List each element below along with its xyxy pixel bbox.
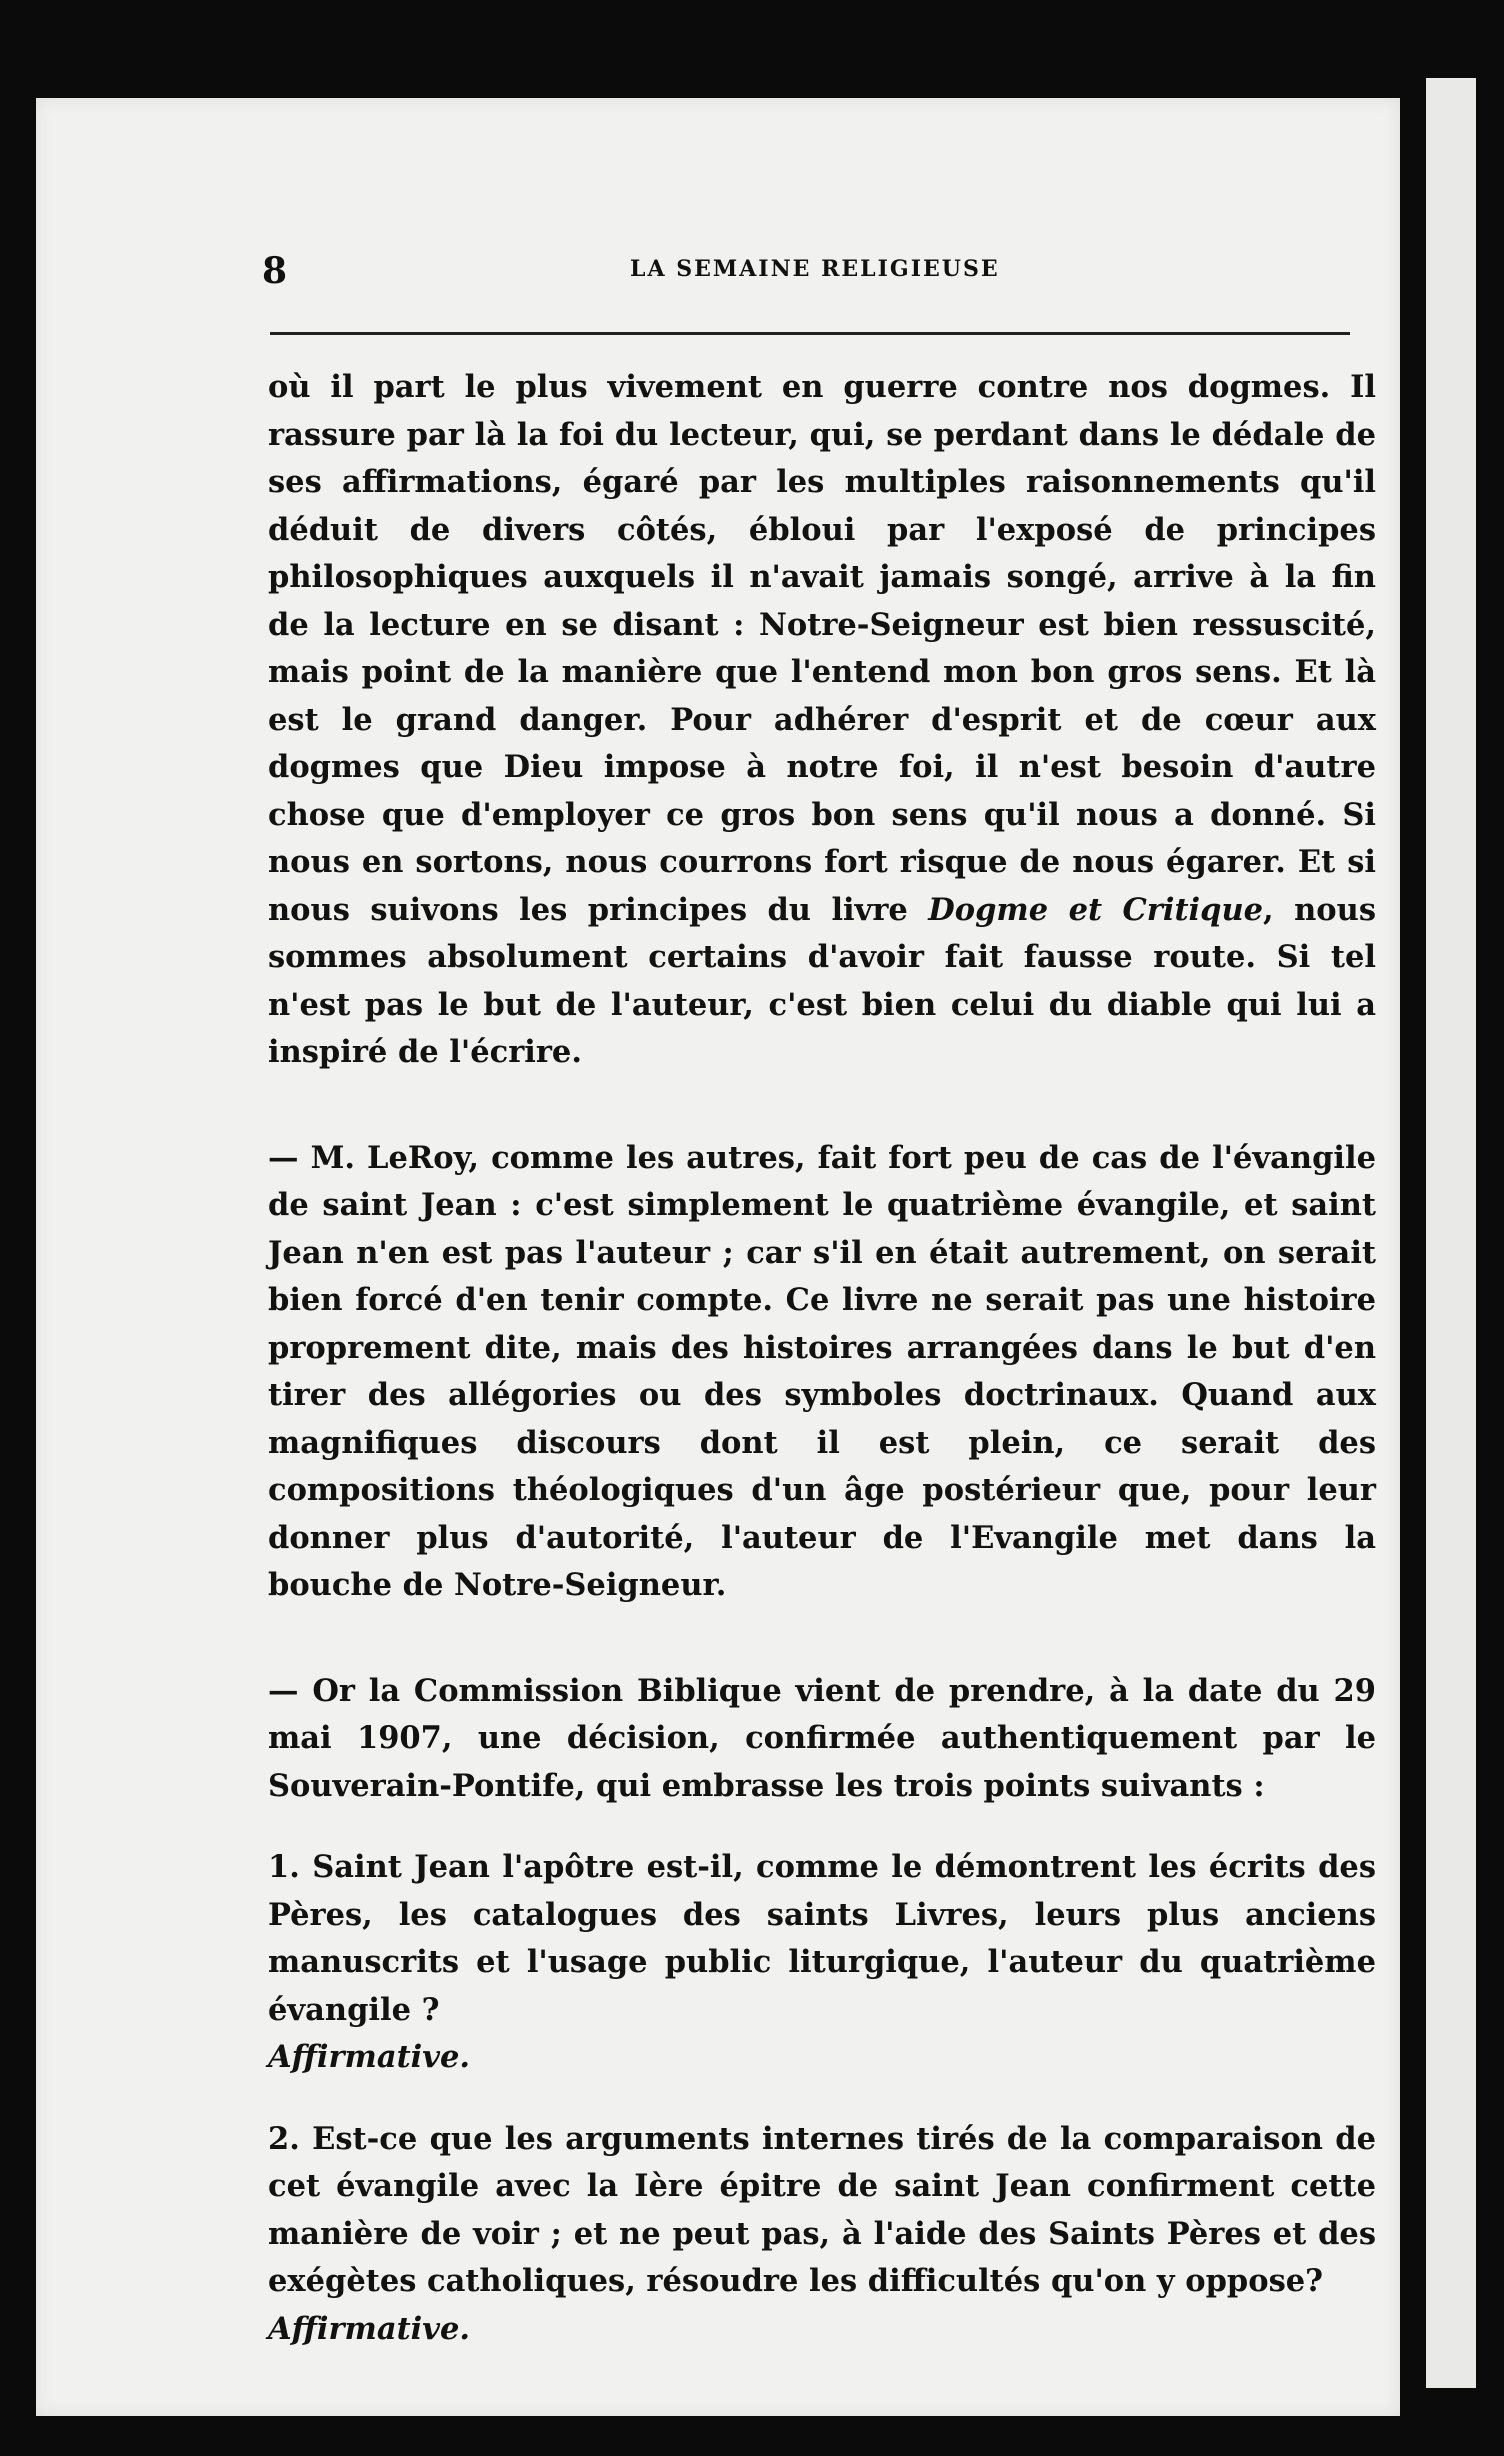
page-header [262,250,1352,300]
adjacent-page-edge [1426,78,1476,2388]
question-2-text: 2. Est-ce que les arguments internes tirés de la comparaison de cet évangile avec la Ière épitre de saint Jean confirment cette manière de voir ; et ne peut pas, à l'aide des Saints Pères et des exégètes catholiques, résoudre les difficultés qu'on y oppose? [268,2120,1376,2299]
paragraph-1 [268,364,1376,1077]
question-1-text: 1. Saint Jean l'apôtre est-il, comme le démontrent les écrits des Pères, les catalogues des saints Livres, leurs plus anciens manuscrits et l'usage public liturgique, l'auteur du quatrième évangile ? [268,1849,1376,2028]
header-rule [270,332,1350,335]
paragraph-1-text-b: , nous sommes absolument certains d'avoir fait fausse route. Si tel n'est pas le but de l'auteur, c'est bien celui du diable qui lui a inspiré de l'écrire. [268,891,1377,1070]
paragraph-3 [268,1668,1376,1811]
paragraph-1-text-a: où il part le plus vivement en guerre contre nos dogmes. Il rassure par là la foi du lecteur, qui, se perdant dans le dédale de ses affirmations, égaré par les multiples raisonnements qu'il déduit de divers côtés, ébloui par l'exposé de principes philosophiques auxquels il n'avait jamais songé, arrive à la fin de la lecture en se disant : Notre-Seigneur est bien ressuscité, mais point de la manière que l'entend mon bon gros sens. Et là est le grand danger. Pour adhérer d'esprit et de cœur aux dogmes que Dieu impose à notre foi, il n'est besoin d'autre chose que d'employer ce gros bon sens qu'il nous a donné. Si nous en sortons, nous courrons fort risque de nous égarer. Et si nous suivons les principes du livre [268,369,1376,928]
answer-2: Affirmative. [268,2310,471,2347]
paragraph-2 [268,1135,1376,1610]
page-body [268,364,1376,2353]
answer-1: Affirmative. [268,2039,471,2075]
book-title: Dogme et Critique [928,891,1264,928]
paragraph-3-text: — Or la Commission Biblique vient de prendre, à la date du 29 mai 1907, une décision, confirmée authentiquement par le Souverain-Pontife, qui embrasse les trois points suivants : [268,1672,1376,1804]
page-number: 8 [262,250,288,292]
running-head: LA SEMAINE RELIGIEUSE [630,256,1000,282]
paragraph-2-text: — M. LeRoy, comme les autres, fait fort peu de cas de l'évangile de saint Jean : c'est simplement le quatrième évangile, et saint Jean n'en est pas l'auteur ; car s'il en était autrement, on serait bien forcé d'en tenir compte. Ce livre ne serait pas une histoire proprement dite, mais des histoires arrangées dans le but d'en tirer des allégories ou des symboles doctrinaux. Quand aux magnifiques discours dont il est plein, ce serait des compositions théologiques d'un âge postérieur que, pour leur donner plus d'autorité, l'auteur de l'Evangile met dans la bouche de Notre-Seigneur. [268,1139,1376,1603]
question-2 [268,2116,1376,2354]
question-1 [268,1844,1376,2082]
